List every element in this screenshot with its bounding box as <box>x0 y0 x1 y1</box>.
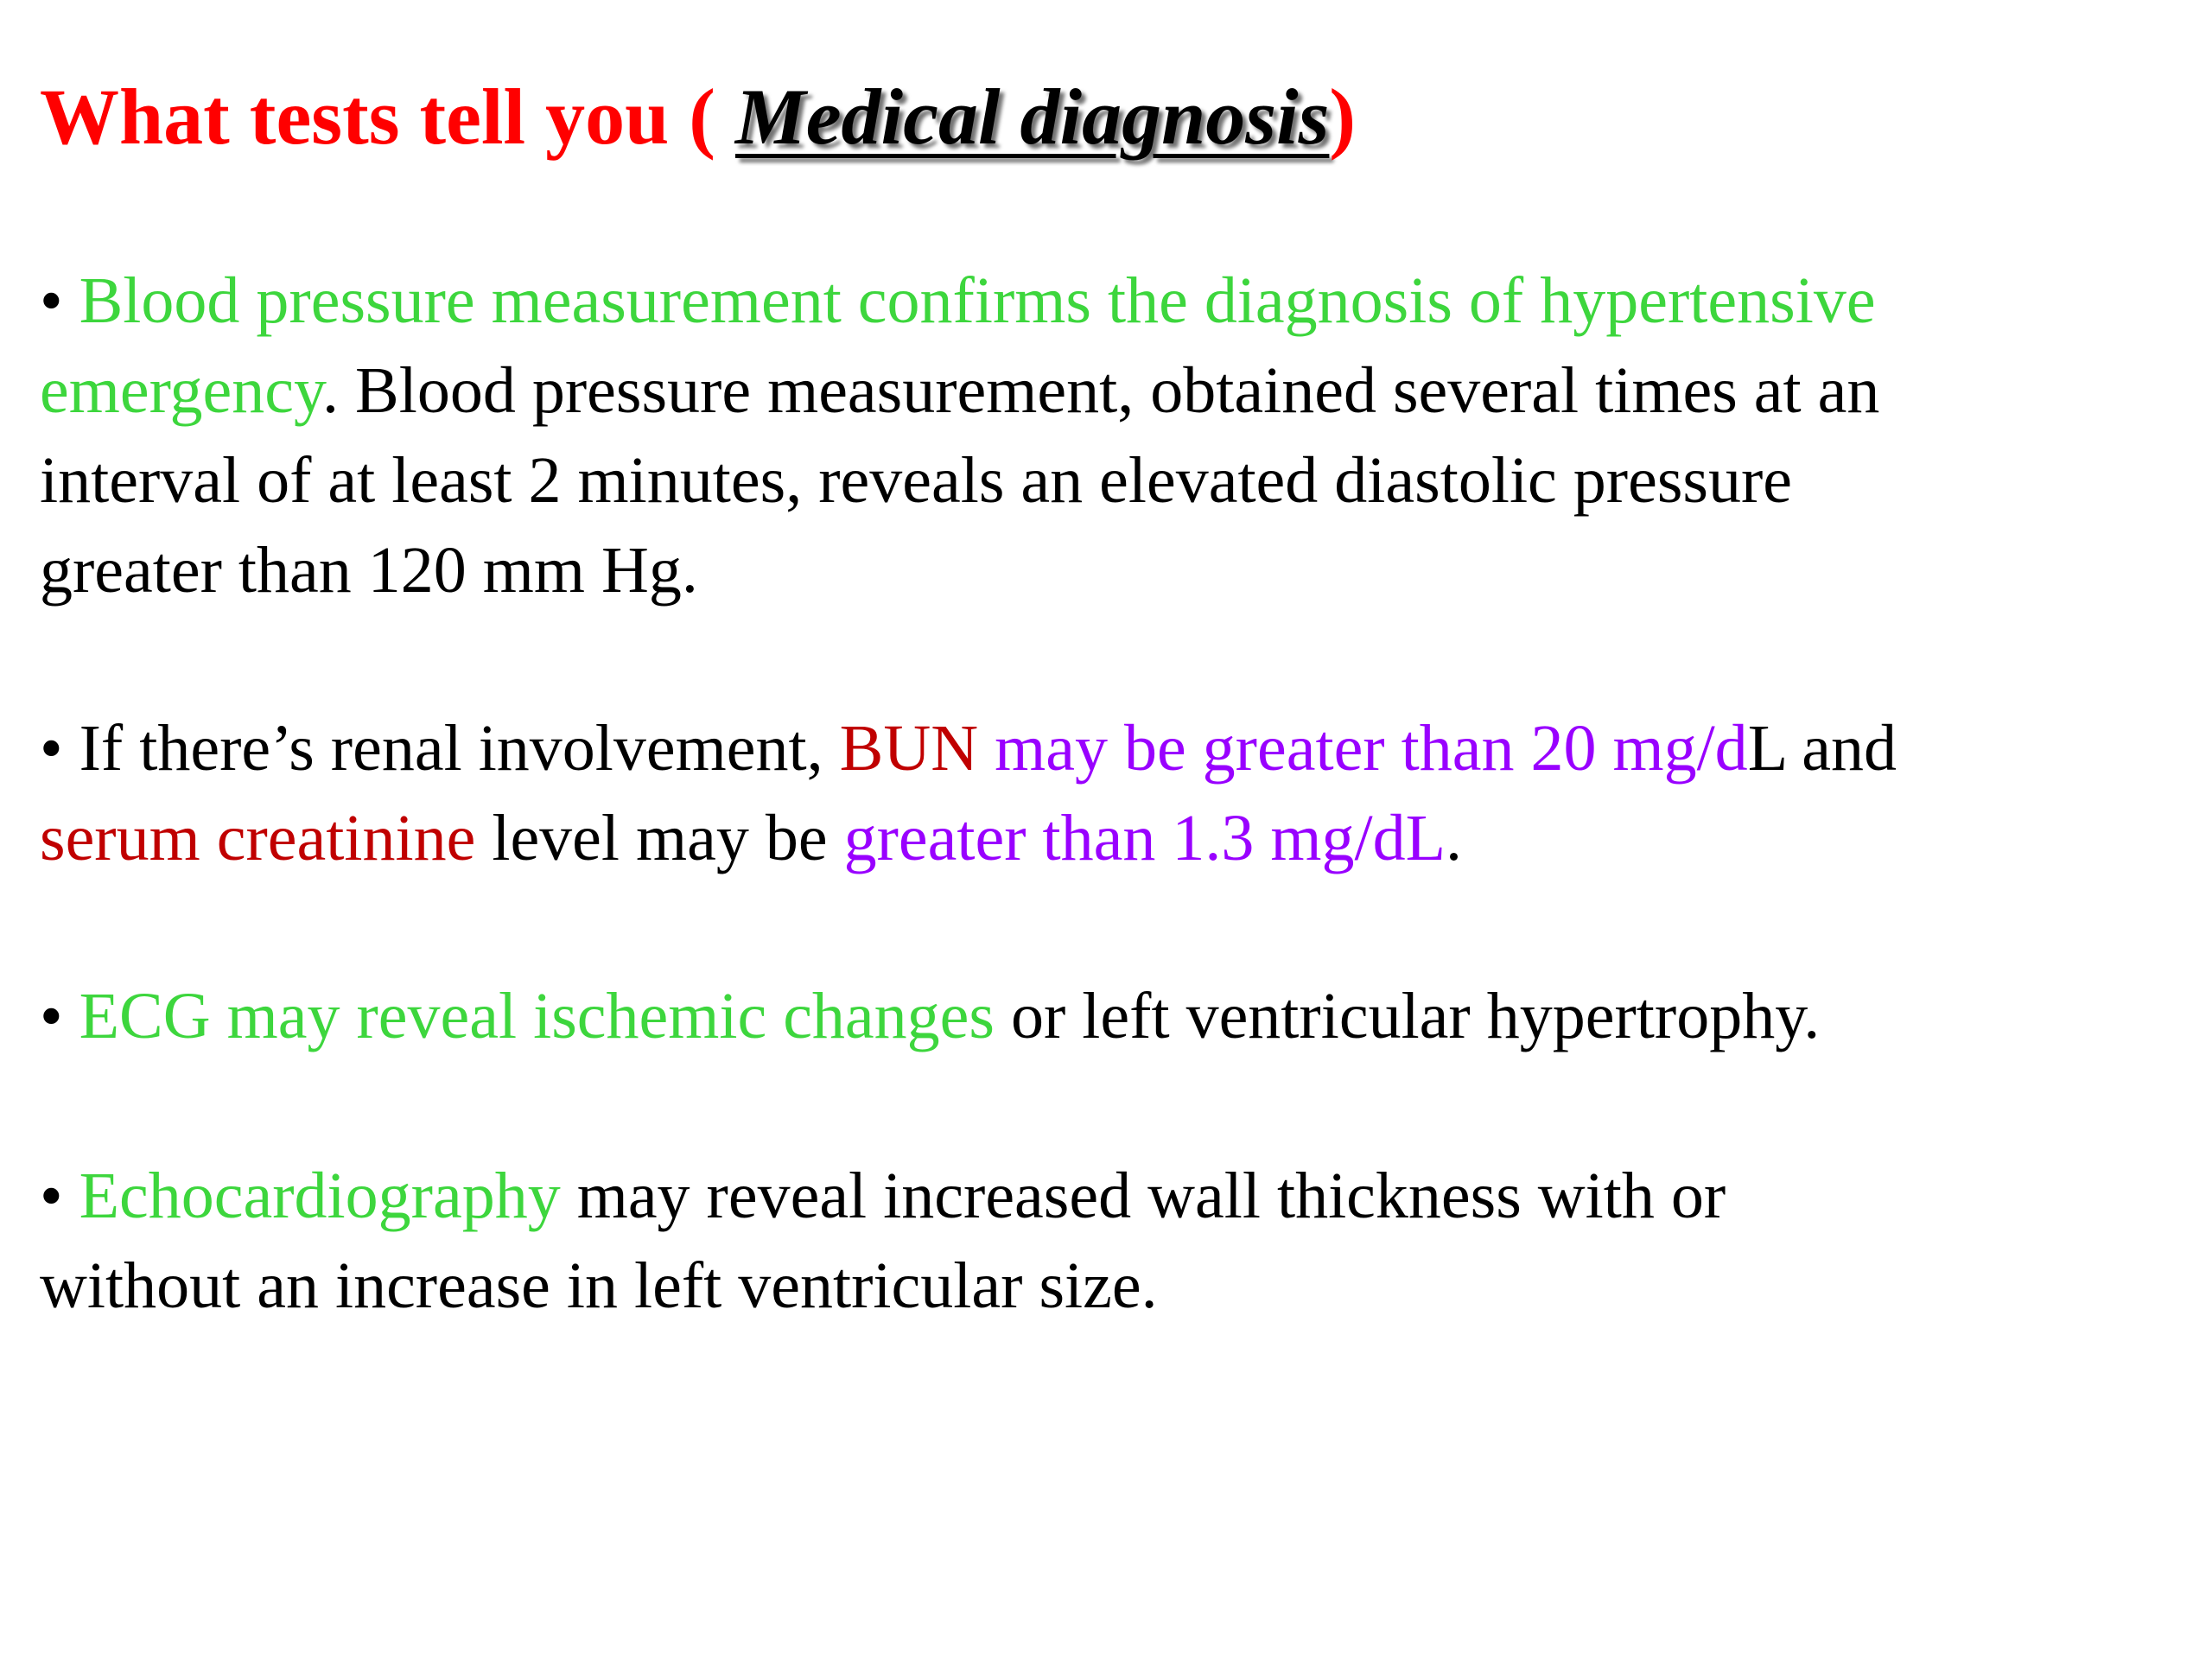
title-suffix: ) <box>1329 73 1357 161</box>
text-segment: . Blood pressure measurement, obtained several times at an <box>322 354 1880 427</box>
text-line <box>40 256 2165 346</box>
text-segment: • <box>40 980 79 1052</box>
bullet-ecg <box>40 971 2165 1061</box>
text-line <box>40 346 2165 435</box>
text-line <box>40 703 2165 793</box>
text-segment: ECG may reveal ischemic changes <box>79 980 995 1052</box>
text-segment: • If there’s renal involvement, <box>40 712 840 785</box>
bullet-blood-pressure <box>40 256 2165 615</box>
text-segment: • <box>40 264 79 337</box>
text-segment: or left ventricular hypertrophy. <box>994 980 1821 1052</box>
text-segment: Echocardiography <box>79 1160 561 1232</box>
text-segment: greater than 1.3 mg/dL <box>843 802 1446 874</box>
text-segment: without an increase in left ventricular size. <box>40 1249 1158 1322</box>
text-segment: greater than 120 mm Hg. <box>40 534 698 607</box>
text-segment: may reveal increased wall thickness with or <box>560 1160 1726 1232</box>
text-segment: L and <box>1747 712 1897 785</box>
text-segment: may be greater than 20 mg/d <box>978 712 1748 785</box>
text-segment: level may be <box>475 802 844 874</box>
text-line <box>40 525 2165 615</box>
text-segment: emergency <box>40 354 323 427</box>
text-segment: . <box>1446 802 1463 874</box>
text-line <box>40 435 2165 525</box>
text-segment: • <box>40 1160 79 1232</box>
text-segment: serum creatinine <box>40 802 476 874</box>
title-prefix: What tests tell you ( <box>40 73 735 161</box>
title-emphasis: Medical diagnosis <box>734 73 1330 161</box>
bullet-echocardiography <box>40 1151 2165 1331</box>
text-segment: BUN <box>839 712 979 785</box>
text-line <box>40 1241 2165 1331</box>
text-line <box>40 1151 2165 1241</box>
slide-title <box>40 60 1356 173</box>
text-line <box>40 793 2165 883</box>
text-segment: Blood pressure measurement confirms the diagnosis of hypertensive <box>79 264 1876 337</box>
bullet-renal-involvement <box>40 703 2165 883</box>
text-segment: interval of at least 2 minutes, reveals an elevated diastolic pressure <box>40 444 1793 517</box>
text-line <box>40 971 2165 1061</box>
